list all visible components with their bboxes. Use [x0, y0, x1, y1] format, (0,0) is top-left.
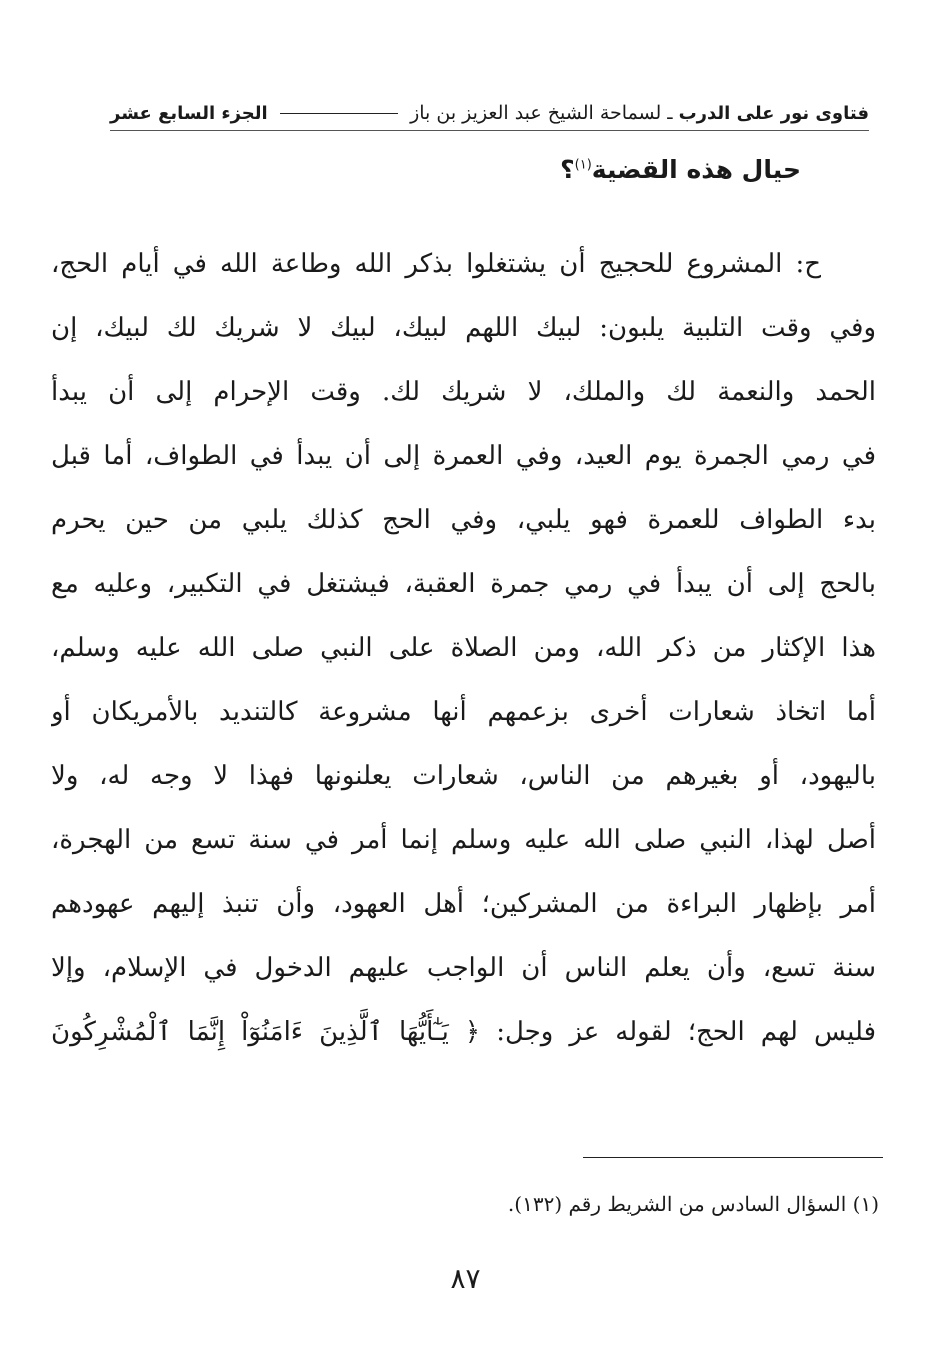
- answer-last-line: [51, 1000, 876, 1064]
- header-rule: [280, 113, 398, 114]
- question-text: حيال هذه القضية: [591, 155, 801, 184]
- answer-line: وفي وقت التلبية يلبون: لبيك اللهم لبيك، لبيك لا شريك لك لبيك، إن: [51, 313, 876, 343]
- footnote-ref: (١): [574, 157, 592, 173]
- footnote: (١) السؤال السادس من الشريط رقم (١٣٢).: [507, 1192, 879, 1216]
- answer-line: باليهود، أو بغيرهم من الناس، شعارات يعلنونها فهذا لا وجه له، ولا: [51, 761, 876, 791]
- running-header: [110, 96, 869, 131]
- answer-line: بالحج إلى أن يبدأ في رمي جمرة العقبة، فيشتغل في التكبير، وعليه مع: [51, 569, 876, 599]
- author-name: لسماحة الشيخ عبد العزيز بن باز: [410, 102, 662, 124]
- answer-line: في رمي الجمرة يوم العيد، وفي العمرة إلى أن يبدأ في الطواف، أما قبل: [51, 441, 876, 471]
- book-title: فتاوى نور على الدرب: [678, 102, 869, 124]
- answer-line: بدء الطواف للعمرة فهو يلبي، وفي الحج كذلك يلبي من حين يحرم: [51, 505, 876, 535]
- question-tail: [560, 155, 801, 184]
- answer-line: الحمد والنعمة لك والملك، لا شريك لك. وقت الإحرام إلى أن يبدأ: [51, 377, 876, 407]
- page-number: ٨٧: [450, 1262, 481, 1295]
- question-mark: ؟: [560, 155, 575, 184]
- answer-body: [51, 232, 876, 1064]
- quran-verse: ﴿ يَـٰٓأَيُّهَا ٱلَّذِينَ ءَامَنُوٓاْ إِنَّمَا ٱلْمُشْرِكُونَ: [51, 1017, 481, 1047]
- volume-label: الجزء السابع عشر: [110, 102, 268, 124]
- header-separator: ـ: [667, 102, 673, 124]
- answer-line: أصل لهذا، النبي صلى الله عليه وسلم إنما أمر في سنة تسع من الهجرة،: [51, 825, 876, 855]
- footnote-rule: [583, 1157, 883, 1158]
- answer-line: ح: المشروع للحجيج أن يشتغلوا بذكر الله وطاعة الله في أيام الحج،: [51, 249, 821, 279]
- answer-line: أمر بإظهار البراءة من المشركين؛ أهل العهود، وأن تنبذ إليهم عهودهم: [51, 889, 876, 919]
- answer-line: أما اتخاذ شعارات أخرى بزعمهم أنها مشروعة كالتنديد بالأمريكان أو: [51, 697, 876, 727]
- answer-line: سنة تسع، وأن يعلم الناس أن الواجب عليهم الدخول في الإسلام، وإلا: [51, 953, 876, 983]
- answer-line-text: فليس لهم الحج؛ لقوله عز وجل:: [496, 1017, 876, 1047]
- answer-line: هذا الإكثار من ذكر الله، ومن الصلاة على النبي صلى الله عليه وسلم،: [51, 633, 876, 663]
